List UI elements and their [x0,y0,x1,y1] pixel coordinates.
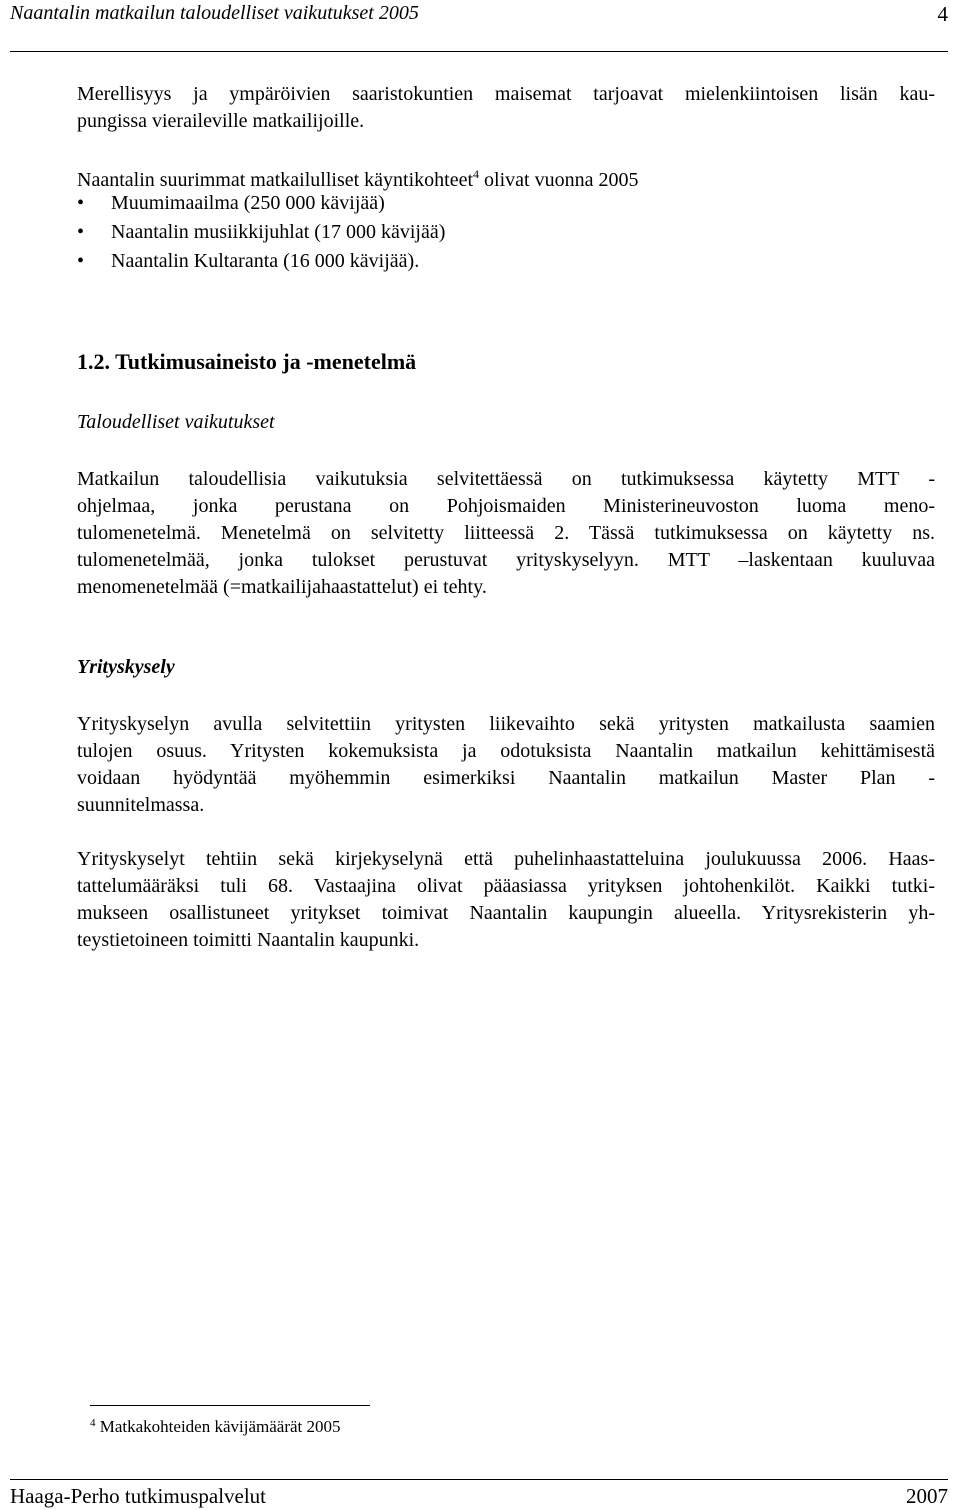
bullet-icon: • [77,221,85,243]
intro-line-1: Merellisyys ja ympäröivien saaristokuntien maisemat tarjoavat mielenkiintoisen lisän kau- [77,83,935,105]
attractions-lead-text: Naantalin suurimmat matkailulliset käyntikohteet [77,169,474,191]
footnote-divider [90,1405,370,1406]
paragraph-line: Matkailun taloudellisia vaikutuksia selvitettäessä on tutkimuksessa käytetty MTT - [77,468,935,490]
paragraph-line: Yrityskyselyn avulla selvitettiin yritysten liikevaihto sekä yritysten matkailusta saamien [77,713,935,735]
paragraph-line: mukseen osallistuneet yritykset toimivat Naantalin kaupungin alueella. Yritysrekisterin yh- [77,902,935,924]
paragraph-line: tulomenetelmää, jonka tulokset perustuvat yrityskyselyyn. MTT –laskentaan kuuluvaa [77,549,935,571]
header-divider [10,51,948,52]
footer-organization: Haaga-Perho tutkimuspalvelut [10,1484,267,1508]
subheading-economic-impacts: Taloudelliset vaikutukset [77,411,275,433]
paragraph-line: tulojen osuus. Yritysten kokemuksista ja odotuksista Naantalin matkailun kehittämisestä [77,740,935,762]
running-header-title: Naantalin matkailun taloudelliset vaikutukset 2005 [10,2,419,24]
paragraph-line: menomenetelmää (=matkailijahaastattelut) ei tehty. [77,576,487,598]
list-item [77,247,935,276]
list-item-text: Muumimaailma (250 000 kävijää) [111,192,385,214]
list-item-text: Naantalin musiikkijuhlat (17 000 kävijää) [111,221,446,243]
paragraph-line: tulomenetelmä. Menetelmä on selvitetty liitteessä 2. Tässä tutkimuksessa on käytetty ns. [77,522,935,544]
footer-divider [10,1479,948,1480]
footnote [90,1417,341,1437]
list-item [77,189,935,218]
list-item [77,218,935,247]
paragraph-line: teystietoineen toimitti Naantalin kaupunki. [77,929,420,951]
paragraph-line: tattelumääräksi tuli 68. Vastaajina olivat pääasiassa yrityksen johtohenkilöt. Kaikki tutki- [77,875,935,897]
section-heading: 1.2. Tutkimusaineisto ja -menetelmä [77,349,417,374]
paragraph-line: voidaan hyödyntää myöhemmin esimerkiksi Naantalin matkailun Master Plan - [77,767,935,789]
attractions-list [77,189,935,276]
footnote-text: Matkakohteiden kävijämäärät 2005 [95,1417,341,1436]
footnote-number: 4 [90,1417,96,1429]
paragraph-line: ohjelmaa, jonka perustana on Pohjoismaiden Ministerineuvoston luoma meno- [77,495,935,517]
list-item-text: Naantalin Kultaranta (16 000 kävijää). [111,250,420,272]
bullet-icon: • [77,192,85,214]
subheading-company-survey: Yrityskysely [77,656,175,678]
footnote-reference: 4 [473,167,480,181]
intro-line-2: pungissa vieraileville matkailijoille. [77,110,365,132]
paragraph-line: Yrityskyselyt tehtiin sekä kirjekyselynä että puhelinhaastatteluina joulukuussa 2006. Haas- [77,848,935,870]
paragraph-line: suunnitelmassa. [77,794,205,816]
attractions-lead-tail: olivat vuonna 2005 [479,169,639,191]
page-number: 4 [937,2,948,26]
footer-year: 2007 [906,1484,948,1508]
bullet-icon: • [77,250,85,272]
